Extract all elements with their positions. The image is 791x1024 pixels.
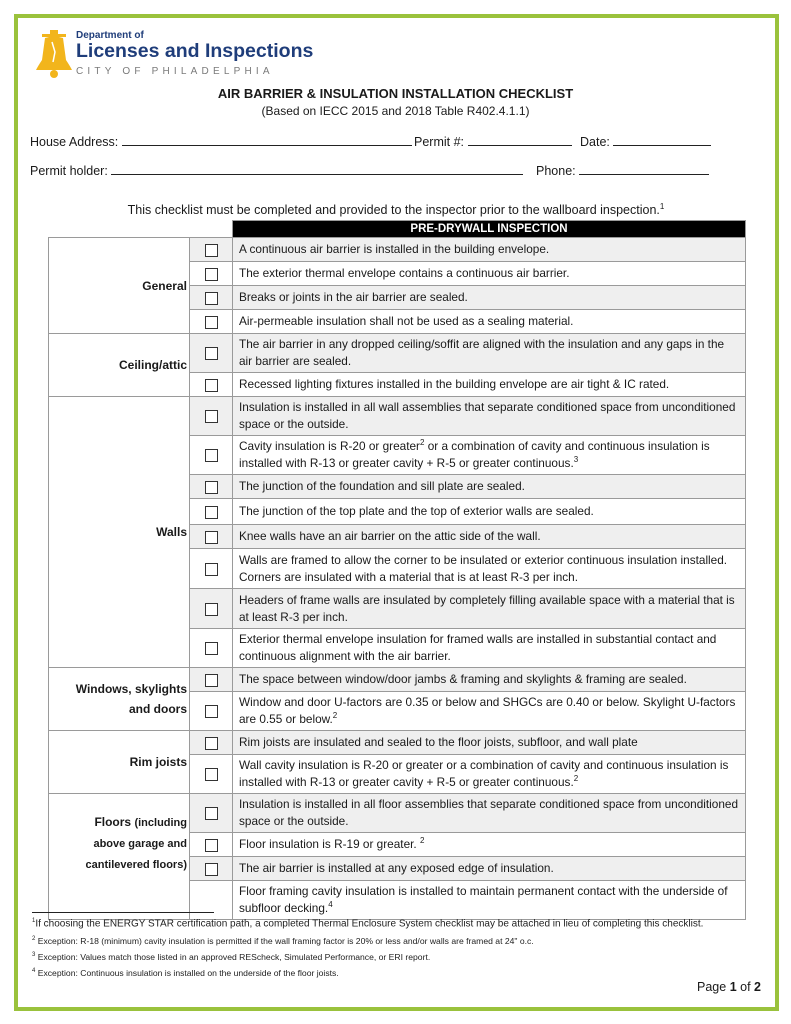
phone-label: Phone: [536,164,576,178]
page-current: 1 [729,980,737,994]
page-of: of [740,980,751,994]
footnote-text: Exception: R-18 (minimum) cavity insulation is permitted if the wall framing factor is 20% or less and/or walls are framed at 24" o.c. [37,936,534,946]
footnote-number: 3 [32,952,36,959]
checkbox-cell [190,475,233,499]
checkbox[interactable] [205,768,218,781]
item-text: Rim joists are insulated and sealed to the floor joists, subfloor, and wall plate [233,731,746,755]
checkbox-cell [190,833,233,857]
checkbox-cell [190,373,233,397]
checkbox[interactable] [205,316,218,329]
checkbox[interactable] [205,268,218,281]
table-row [49,238,746,262]
table-header-row [49,221,746,238]
checkbox-cell [190,692,233,731]
date-label: Date: [580,135,610,149]
table-row [49,668,746,692]
item-text-part: Floor framing cavity insulation is installed to maintain permanent contact with the underside of subfloor decking. [239,884,728,915]
checkbox[interactable] [205,379,218,392]
footnote-text: Exception: Values match those listed in an approved REScheck, Simulated Performance, or ERI report. [37,952,431,962]
footnote-ref: 2 [332,711,338,721]
checkbox[interactable] [205,410,218,423]
item-text: Walls are framed to allow the corner to be insulated or exterior continuous insulation installed. Corners are insulated with a material that is at least R-3 per inch. [233,549,746,589]
category-rim-joists: Rim joists [49,731,190,794]
checkbox-cell [190,755,233,794]
item-text: The junction of the foundation and sill plate are sealed. [233,475,746,499]
footnote-ref: 4 [328,900,333,910]
page-title: AIR BARRIER & INSULATION INSTALLATION CHECKLIST [217,86,574,101]
checkbox[interactable] [205,531,218,544]
checklist-table [48,220,746,920]
permit-number-field[interactable] [414,133,572,149]
checkbox[interactable] [205,347,218,360]
house-address-label: House Address: [30,135,119,149]
checkbox[interactable] [205,292,218,305]
item-text [233,436,746,475]
item-text: Recessed lighting fixtures installed in the building envelope are air tight & IC rated. [233,373,746,397]
item-text-part: Window and door U-factors are 0.35 or below and SHGCs are 0.40 or below. Skylight U-factors are 0.55 or below. [239,695,736,726]
item-text: The junction of the top plate and the top of exterior walls are sealed. [233,499,746,525]
logo-licenses-inspections: Licenses and Inspections [76,40,314,62]
liberty-bell-icon [34,30,76,80]
checkbox[interactable] [205,506,218,519]
item-text-part: or a combination of cavity and continuous insulation is installed with R-13 or greater cavity + R-5 or greater continuous. [239,439,710,470]
category-windows-line2: and doors [128,702,187,716]
permit-number-label: Permit #: [414,135,465,149]
date-field[interactable] [580,133,711,149]
footnote-number: 4 [32,968,36,975]
footnote-1 [32,918,703,929]
item-text: The space between window/door jambs & framing and skylights & framing are sealed. [233,668,746,692]
category-windows-line1: Windows, skylights [75,682,187,696]
item-text: A continuous air barrier is installed in the building envelope. [233,238,746,262]
category-floors [49,794,190,920]
permit-holder-field[interactable] [30,162,523,178]
house-address-line[interactable] [122,133,412,146]
category-windows [49,668,190,731]
item-text: Knee walls have an air barrier on the attic side of the wall. [233,525,746,549]
item-text-part: Floor insulation is R-19 or greater. [239,837,417,851]
footnote-number: 2 [32,936,36,943]
item-text: The air barrier is installed at any exposed edge of insulation. [233,857,746,881]
item-text: Insulation is installed in all floor assemblies that separate conditioned space from unconditioned space or the outside. [233,794,746,833]
category-floors-line3: cantilevered floors) [85,859,187,871]
page-label: Page [697,980,727,994]
table-row [49,794,746,833]
footnote-ref: 2 [573,774,579,784]
checkbox[interactable] [205,807,218,820]
checkbox[interactable] [205,481,218,494]
category-walls: Walls [49,397,190,668]
footnote-divider [32,912,214,913]
item-text: The air barrier in any dropped ceiling/soffit are aligned with the insulation and any gaps in the air barrier are sealed. [233,334,746,373]
date-line[interactable] [613,133,711,146]
checkbox[interactable] [205,603,218,616]
permit-holder-label: Permit holder: [30,164,108,178]
category-floors-line2: above garage and [93,838,187,850]
page-subtitle: (Based on IECC 2015 and 2018 Table R402.4.1.1) [261,104,530,118]
footnote-3 [32,952,430,962]
item-text: Breaks or joints in the air barrier are sealed. [233,286,746,310]
checkbox-cell [190,857,233,881]
item-text [233,755,746,794]
phone-line[interactable] [579,162,709,175]
checkbox[interactable] [205,674,218,687]
intro-text: This checklist must be completed and provided to the inspector prior to the wallboard inspection. [127,203,660,218]
category-general: General [49,238,190,334]
footnote-text: Exception: Continuous insulation is installed on the underside of the floor joists. [37,968,339,978]
checkbox[interactable] [205,642,218,655]
item-text: Insulation is installed in all wall assemblies that separate conditioned space from unconditioned space or the outside. [233,397,746,436]
checkbox-cell [190,549,233,589]
table-row [49,334,746,373]
checkbox[interactable] [205,737,218,750]
page-total: 2 [754,980,761,994]
permit-number-line[interactable] [468,133,572,146]
item-text-part: Cavity insulation is R-20 or greater [239,439,420,453]
checkbox-cell [190,286,233,310]
checkbox-cell [190,794,233,833]
checkbox-cell [190,668,233,692]
checkbox-cell [190,731,233,755]
category-ceiling-attic: Ceiling/attic [49,334,190,397]
checkbox-cell [190,881,233,920]
permit-holder-line[interactable] [111,162,523,175]
item-text: The exterior thermal envelope contains a continuous air barrier. [233,262,746,286]
phone-field[interactable] [536,162,709,178]
table-row [49,397,746,436]
house-address-field[interactable] [30,133,412,149]
category-floors-line1: Floors [94,815,132,829]
checklist-intro [48,202,744,217]
department-logo [34,30,314,84]
item-text-part: Wall cavity insulation is R-20 or greater or a combination of cavity and continuous insulation is installed with R-13 or greater cavity + R-5 or greater continuous. [239,758,729,789]
checkbox[interactable] [205,449,218,462]
item-text: Headers of frame walls are insulated by completely filling available space with a material that is at least R-3 per inch. [233,589,746,629]
checkbox-cell [190,334,233,373]
checkbox-cell [190,629,233,668]
checkbox[interactable] [205,244,218,257]
checkbox-cell [190,499,233,525]
footnote-ref: 2 [419,836,425,846]
table-row [49,731,746,755]
checkbox-cell [190,436,233,475]
logo-department-of: Department of [76,30,144,41]
footnote-ref: 2 [419,438,425,448]
item-text [233,692,746,731]
checkbox-cell [190,262,233,286]
item-text [233,881,746,920]
checkbox-cell [190,310,233,334]
checkbox[interactable] [205,705,218,718]
footnote-number: 1 [32,918,36,924]
footnote-text: If choosing the ENERGY STAR certification path, a completed Thermal Enclosure System checklist may be attached in lieu of completing this checklist. [35,918,704,930]
checkbox-cell [190,397,233,436]
footnote-4 [32,968,339,978]
item-text: Exterior thermal envelope insulation for framed walls are installed in substantial contact and continuous alignment with the air barrier. [233,629,746,668]
checkbox-cell [190,589,233,629]
footnote-ref: 3 [573,455,579,465]
page-number [697,980,761,994]
checkbox[interactable] [205,863,218,876]
intro-footnote-ref: 1 [659,202,665,211]
checkbox[interactable] [205,839,218,852]
category-floors-line1b: (including [134,817,187,829]
checkbox-cell [190,238,233,262]
footnote-2 [32,936,534,946]
checkbox[interactable] [205,563,218,576]
table-header: PRE-DRYWALL INSPECTION [233,221,746,238]
logo-city: CITY OF PHILADELPHIA [76,66,274,77]
item-text [233,833,746,857]
checkbox-cell [190,525,233,549]
item-text: Air-permeable insulation shall not be used as a sealing material. [233,310,746,334]
